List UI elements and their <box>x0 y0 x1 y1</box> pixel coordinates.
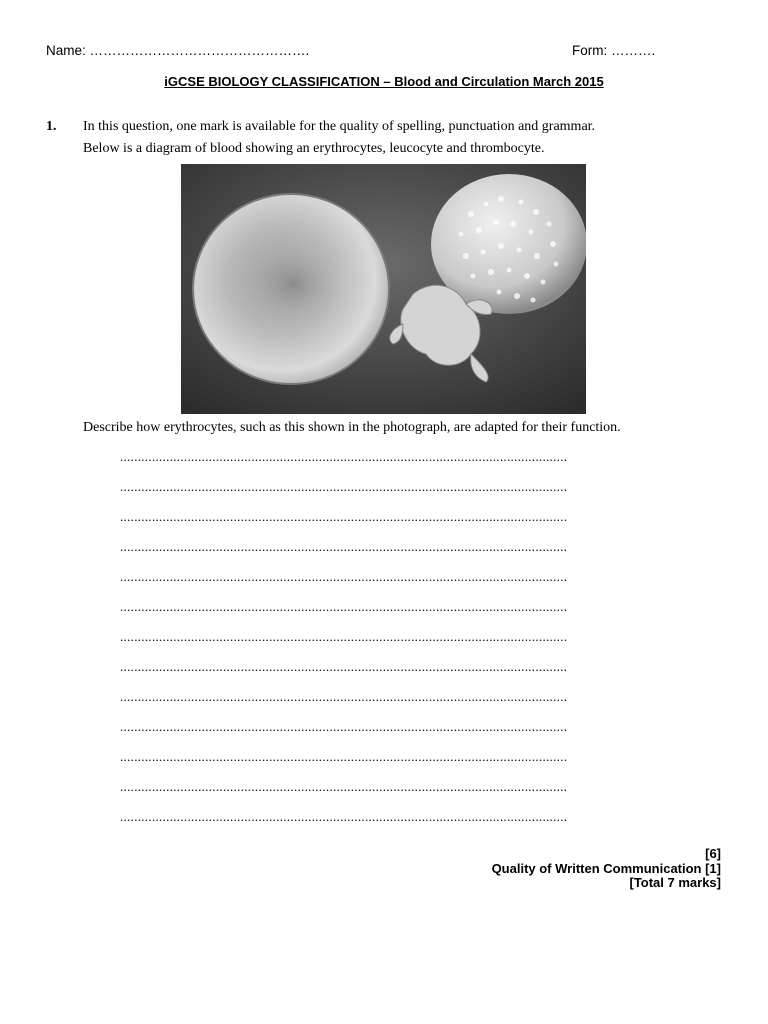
total-marks: [Total 7 marks] <box>629 875 721 890</box>
question-instruction: In this question, one mark is available for the quality of spelling, punctuation and grammar. <box>83 119 596 134</box>
answer-line[interactable]: .............................................................................................................................. <box>120 749 568 764</box>
part-marks: [6] <box>705 846 721 861</box>
question-number: 1. <box>46 119 57 134</box>
blood-cells-photograph <box>181 164 586 414</box>
answer-line[interactable]: .............................................................................................................................. <box>120 599 568 614</box>
answer-line[interactable]: .............................................................................................................................. <box>120 809 568 824</box>
page-title: iGCSE BIOLOGY CLASSIFICATION – Blood and Circulation March 2015 <box>164 74 604 89</box>
answer-line[interactable]: .............................................................................................................................. <box>120 479 568 494</box>
answer-line[interactable]: .............................................................................................................................. <box>120 569 568 584</box>
answer-line[interactable]: .............................................................................................................................. <box>120 509 568 524</box>
answer-line[interactable]: .............................................................................................................................. <box>120 539 568 554</box>
marks-summary <box>492 847 721 891</box>
form-field: Form: ………. <box>572 43 656 58</box>
answer-line[interactable]: .............................................................................................................................. <box>120 719 568 734</box>
answer-line[interactable]: .............................................................................................................................. <box>120 689 568 704</box>
answer-line[interactable]: .............................................................................................................................. <box>120 779 568 794</box>
answer-line[interactable]: .............................................................................................................................. <box>120 659 568 674</box>
erythrocyte <box>193 194 389 384</box>
qwc-marks: Quality of Written Communication [1] <box>491 860 721 876</box>
answer-line[interactable]: .............................................................................................................................. <box>120 629 568 644</box>
question-intro: Below is a diagram of blood showing an erythrocytes, leucocyte and thrombocyte. <box>83 141 545 156</box>
answer-line[interactable]: .............................................................................................................................. <box>120 449 568 464</box>
answer-lines[interactable] <box>120 448 600 838</box>
question-prompt: Describe how erythrocytes, such as this shown in the photograph, are adapted for their function. <box>83 420 621 435</box>
name-field: Name: …………………………………………. <box>46 43 310 58</box>
